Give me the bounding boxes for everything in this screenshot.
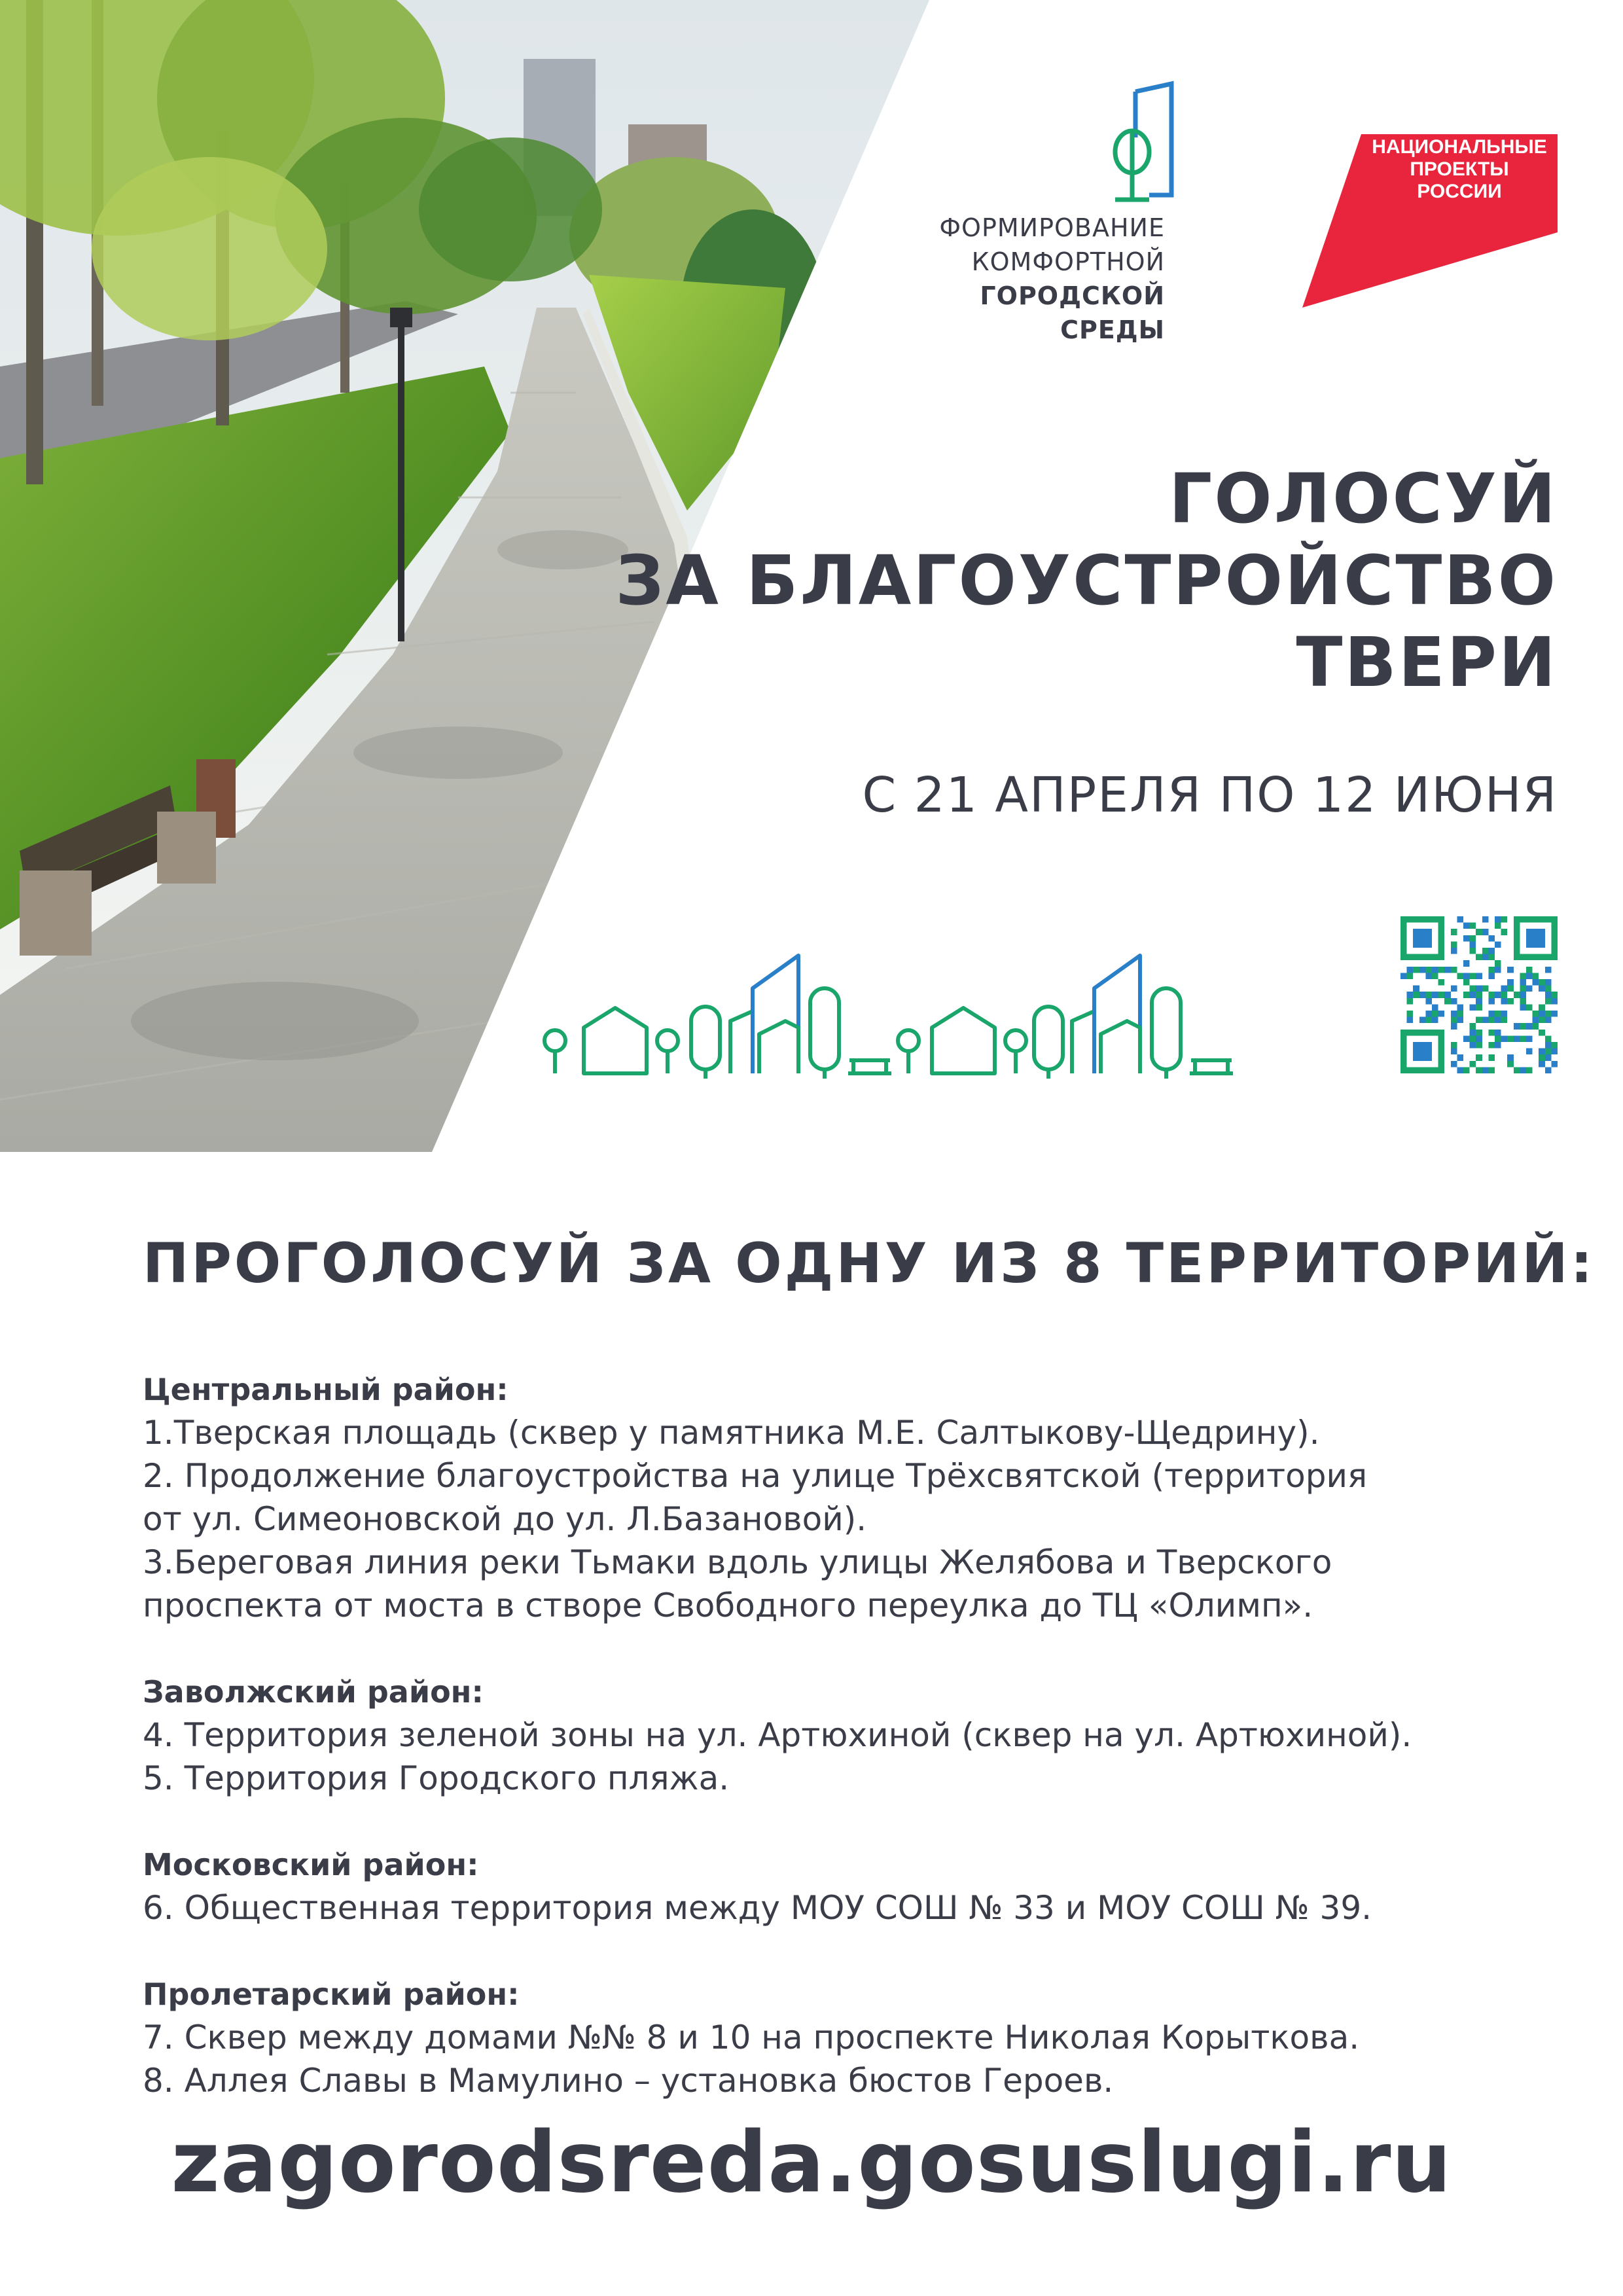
district-name: Центральный район: [143,1372,508,1407]
district-zavolzhsky [143,1670,1517,1800]
district-name: Заволжский район: [143,1674,484,1710]
district-proletarsky [143,1973,1517,2102]
district-name: Пролетарский район: [143,1977,520,2012]
territory-item: 3.Береговая линия реки Тьмаки вдоль улицы Желябова и Тверского проспекта от моста в створе Свободного переулка до ТЦ «Олимп». [143,1543,1332,1624]
np-line-1: НАЦИОНАЛЬНЫЕ [1372,136,1547,158]
voting-dates: С 21 АПРЕЛЯ ПО 12 ИЮНЯ [862,767,1558,823]
fkgs-emblem-icon [1106,79,1185,209]
np-line-2: ПРОЕКТЫ [1410,158,1509,180]
fkgs-line-3: ГОРОДСКОЙ СРЕДЫ [980,281,1165,344]
territory-item: 8. Аллея Славы в Мамулино – установка бюстов Героев. [143,2062,1114,2100]
territory-item: 5. Территория Городского пляжа. [143,1759,730,1797]
fkgs-line-2: КОМФОРТНОЙ [971,247,1165,276]
headline-line-3: ТВЕРИ [1296,622,1558,702]
district-moskovsky [143,1843,1517,1929]
national-projects-logo-text [1361,136,1558,203]
fkgs-line-1: ФОРМИРОВАНИЕ [939,213,1165,242]
qr-code-icon[interactable] [1400,916,1558,1073]
fkgs-logo-text [890,211,1165,347]
territory-item: 6. Общественная территория между МОУ СОШ № 33 и МОУ СОШ № 39. [143,1889,1372,1927]
district-name: Московский район: [143,1847,479,1882]
section-title: ПРОГОЛОСУЙ ЗА ОДНУ ИЗ 8 ТЕРРИТОРИЙ: [143,1231,1596,1295]
np-line-3: РОССИИ [1417,181,1502,202]
territory-item: 1.Тверская площадь (сквер у памятника М.Е. Салтыкову-Щедрину). [143,1414,1320,1452]
territory-item: 7. Сквер между домами №№ 8 и 10 на проспекте Николая Корыткова. [143,2018,1360,2056]
headline [589,458,1558,704]
headline-line-1: ГОЛОСУЙ [1168,459,1558,539]
website-link[interactable]: zagorodsreda.gosuslugi.ru [171,2114,1452,2212]
territory-item: 4. Территория зеленой зоны на ул. Артюхиной (сквер на ул. Артюхиной). [143,1716,1412,1754]
city-skyline-icon [537,936,1335,1086]
territory-item: 2. Продолжение благоустройства на улице Трёхсвятской (территория от ул. Симеоновской до ул. Л.Базановой). [143,1457,1368,1538]
districts-list [143,1368,1517,2145]
headline-line-2: ЗА БЛАГОУСТРОЙСТВО [615,541,1558,620]
district-central [143,1368,1517,1627]
